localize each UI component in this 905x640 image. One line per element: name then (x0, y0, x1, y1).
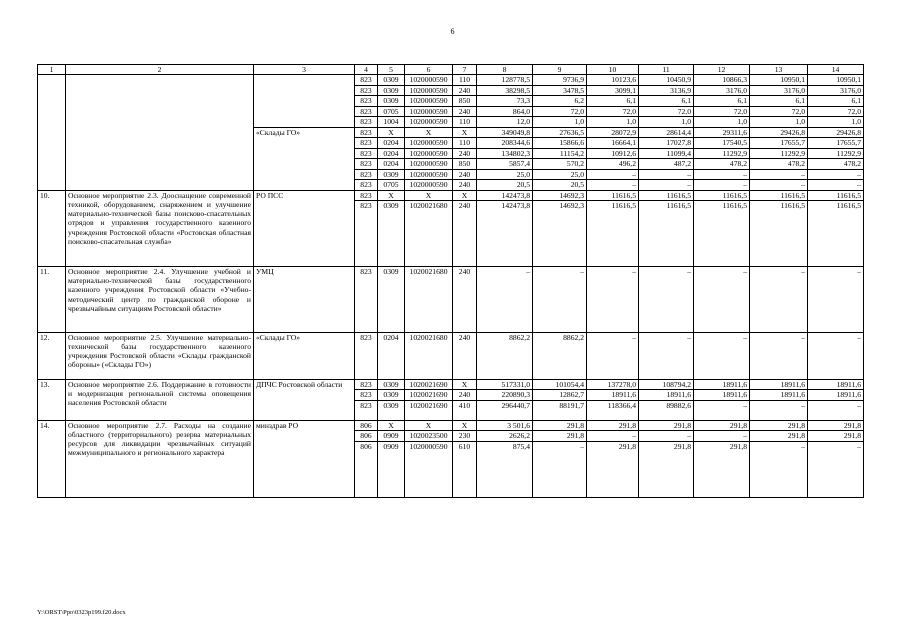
data-cell: 25,0 (533, 169, 587, 180)
column-number: 5 (378, 65, 405, 75)
table-row (38, 266, 864, 332)
data-cell: 823 (355, 266, 378, 332)
data-cell: 17655,7 (808, 138, 864, 149)
measure-description: Основное мероприятие 2.4. Улучшение учебной и материально-технической базы государственного казенного учреждения Ростовской области «Учебно-методический центр по гражданской обороне и чрезвычайным ситуациям Ростовской области» (66, 266, 254, 332)
data-cell: 110 (453, 75, 477, 86)
data-cell: 1020021680 (405, 266, 453, 332)
data-cell: 6,1 (808, 96, 864, 107)
data-cell: – (477, 266, 533, 332)
data-cell: – (808, 169, 864, 180)
data-cell: 220890,3 (477, 390, 533, 401)
footer-file-path: Y:\ORST\Ppo\0323p199.f20.docx (37, 609, 126, 616)
data-cell: 240 (453, 148, 477, 159)
data-cell: 1020000590 (405, 441, 453, 498)
measure-description: Основное мероприятие 2.7. Расходы на создание областного (территориального) резерва материальных ресурсов для ликвидации чрезвычайных ситуаций межмуниципального и регионального характера (66, 420, 254, 498)
column-number: 10 (587, 65, 639, 75)
data-cell: 137278,0 (587, 379, 639, 390)
data-cell: 20,5 (477, 180, 533, 191)
data-cell: 823 (355, 169, 378, 180)
data-cell: – (587, 180, 639, 191)
data-cell: 28072,9 (587, 127, 639, 138)
column-number: 1 (38, 65, 66, 75)
row-number: 11. (38, 266, 66, 332)
data-cell: 89882,6 (639, 400, 694, 420)
data-cell: 0309 (378, 266, 405, 332)
data-cell: 291,8 (533, 420, 587, 431)
data-cell: 18911,6 (750, 390, 808, 401)
column-numbers-row (38, 65, 864, 75)
data-cell: – (750, 441, 808, 498)
data-cell: 20,5 (533, 180, 587, 191)
data-cell: 823 (355, 201, 378, 267)
data-cell: 240 (453, 332, 477, 379)
data-cell: – (750, 180, 808, 191)
data-cell: 11616,5 (808, 190, 864, 201)
data-cell: 806 (355, 431, 378, 442)
data-cell: 3136,9 (639, 85, 694, 96)
data-cell: – (808, 266, 864, 332)
data-cell: 142473,8 (477, 201, 533, 267)
data-cell: 18911,6 (750, 379, 808, 390)
data-cell: 0309 (378, 379, 405, 390)
data-cell: 118366,4 (587, 400, 639, 420)
data-cell: – (694, 180, 750, 191)
data-cell: 10950,1 (750, 75, 808, 86)
data-cell: 88191,7 (533, 400, 587, 420)
data-cell: – (694, 400, 750, 420)
data-cell: 1020000590 (405, 75, 453, 86)
data-cell: 0705 (378, 106, 405, 117)
data-cell: 1020000590 (405, 148, 453, 159)
data-cell: X (405, 190, 453, 201)
data-cell: – (587, 332, 639, 379)
data-cell: 291,8 (533, 431, 587, 442)
data-cell: 12862,7 (533, 390, 587, 401)
data-cell: 18911,6 (639, 390, 694, 401)
data-cell: 1020021680 (405, 332, 453, 379)
data-cell: 875,4 (477, 441, 533, 498)
data-cell: 3176,0 (750, 85, 808, 96)
data-cell: X (453, 379, 477, 390)
data-cell: X (378, 190, 405, 201)
data-cell: 10123,6 (587, 75, 639, 86)
data-cell: 17540,5 (694, 138, 750, 149)
data-cell: 11292,9 (694, 148, 750, 159)
data-cell: – (808, 400, 864, 420)
data-cell: 18911,6 (808, 379, 864, 390)
data-cell: 823 (355, 190, 378, 201)
data-cell: 11616,5 (587, 190, 639, 201)
data-cell: 823 (355, 96, 378, 107)
data-cell: 11616,5 (750, 190, 808, 201)
data-cell: – (587, 169, 639, 180)
data-cell: 29311,6 (694, 127, 750, 138)
data-cell: 108794,2 (639, 379, 694, 390)
data-cell: 1,0 (533, 117, 587, 128)
measure-description (66, 75, 254, 191)
data-cell: 0204 (378, 138, 405, 149)
data-cell: 142473,8 (477, 190, 533, 201)
data-cell: 349049,8 (477, 127, 533, 138)
data-cell: 1020000590 (405, 117, 453, 128)
data-cell: 110 (453, 117, 477, 128)
data-cell: – (639, 332, 694, 379)
data-cell: 72,0 (750, 106, 808, 117)
data-cell: 3176,0 (694, 85, 750, 96)
data-cell: 1020000590 (405, 169, 453, 180)
data-cell: 16664,1 (587, 138, 639, 149)
data-cell: 823 (355, 400, 378, 420)
data-cell: 38298,5 (477, 85, 533, 96)
executor: УМЦ (254, 266, 355, 332)
data-cell: 10950,1 (808, 75, 864, 86)
data-cell: 11099,4 (639, 148, 694, 159)
data-cell: – (533, 441, 587, 498)
data-cell: 496,2 (587, 159, 639, 170)
data-cell: 0309 (378, 169, 405, 180)
row-number: 13. (38, 379, 66, 420)
data-cell: 1,0 (694, 117, 750, 128)
data-cell: 0204 (378, 159, 405, 170)
data-cell: 487,2 (639, 159, 694, 170)
data-cell: 823 (355, 75, 378, 86)
data-cell: 10912,6 (587, 148, 639, 159)
data-cell: 2626,2 (477, 431, 533, 442)
table-row (38, 332, 864, 379)
data-cell: 517331,0 (477, 379, 533, 390)
row-number: 12. (38, 332, 66, 379)
row-number (38, 75, 66, 191)
data-cell: – (533, 266, 587, 332)
data-cell: 240 (453, 201, 477, 267)
data-cell: 10866,3 (694, 75, 750, 86)
budget-table (37, 64, 864, 498)
data-cell: 823 (355, 85, 378, 96)
data-cell: 823 (355, 180, 378, 191)
data-cell: 11616,5 (587, 201, 639, 267)
data-cell: – (694, 169, 750, 180)
data-cell: 806 (355, 420, 378, 431)
data-cell: – (808, 332, 864, 379)
table-row (38, 420, 864, 431)
data-cell: 17655,7 (750, 138, 808, 149)
table-row (38, 190, 864, 201)
data-cell: 3176,0 (808, 85, 864, 96)
executor (254, 75, 355, 128)
data-cell: 110 (453, 138, 477, 149)
data-cell: 296440,7 (477, 400, 533, 420)
data-cell: 478,2 (750, 159, 808, 170)
data-cell: – (639, 169, 694, 180)
data-cell: 18911,6 (694, 379, 750, 390)
data-cell: – (587, 266, 639, 332)
column-number: 12 (694, 65, 750, 75)
data-cell: 291,8 (808, 420, 864, 431)
data-cell: 0705 (378, 180, 405, 191)
data-cell: 0309 (378, 96, 405, 107)
data-cell: X (378, 127, 405, 138)
data-cell: 410 (453, 400, 477, 420)
data-cell: 10450,9 (639, 75, 694, 86)
column-number: 2 (66, 65, 254, 75)
column-number: 13 (750, 65, 808, 75)
row-number: 10. (38, 190, 66, 266)
data-cell: 230 (453, 431, 477, 442)
data-cell: X (453, 420, 477, 431)
row-number: 14. (38, 420, 66, 498)
data-cell: 478,2 (694, 159, 750, 170)
column-number: 7 (453, 65, 477, 75)
data-cell: 240 (453, 390, 477, 401)
data-cell: 823 (355, 148, 378, 159)
data-cell: 823 (355, 159, 378, 170)
data-cell: 823 (355, 127, 378, 138)
data-cell: 291,8 (750, 431, 808, 442)
data-cell: 0309 (378, 75, 405, 86)
data-cell: 11292,9 (808, 148, 864, 159)
executor: «Склады ГО» (254, 332, 355, 379)
executor: минздрав РО (254, 420, 355, 498)
data-cell: 29426,8 (750, 127, 808, 138)
data-cell: X (405, 127, 453, 138)
data-cell: X (378, 420, 405, 431)
data-cell: 1020000590 (405, 85, 453, 96)
column-number: 6 (405, 65, 453, 75)
data-cell: 291,8 (694, 420, 750, 431)
data-cell: 72,0 (808, 106, 864, 117)
data-cell: 3099,1 (587, 85, 639, 96)
table-row (38, 75, 864, 86)
data-cell: – (750, 169, 808, 180)
data-cell: 101054,4 (533, 379, 587, 390)
data-cell: 291,8 (639, 420, 694, 431)
page-number: 6 (450, 27, 455, 36)
data-cell: 570,2 (533, 159, 587, 170)
data-cell: 1004 (378, 117, 405, 128)
data-cell: 6,1 (639, 96, 694, 107)
data-cell: 291,8 (639, 441, 694, 498)
measure-description: Основное мероприятие 2.6. Поддержание в готовности и модернизация региональной системы оповещения населения Ростовской области (66, 379, 254, 420)
data-cell: – (639, 266, 694, 332)
measure-description: Основное мероприятие 2.3. Дооснащение современной техникой, оборудованием, снаряжением и улучшение материально-технической базы поисково-спасательных отрядов и управления государственного казенного учреждения Ростовской области «Ростовская областная поисково-спасательная служба» (66, 190, 254, 266)
data-cell: 11616,5 (694, 190, 750, 201)
data-cell: 240 (453, 85, 477, 96)
data-cell: 478,2 (808, 159, 864, 170)
data-cell: 29426,8 (808, 127, 864, 138)
data-cell: 1,0 (750, 117, 808, 128)
data-cell: 5857,4 (477, 159, 533, 170)
data-cell: 0309 (378, 390, 405, 401)
data-cell: X (453, 190, 477, 201)
data-cell: 1020021690 (405, 390, 453, 401)
data-cell: 11616,5 (639, 201, 694, 267)
data-cell: 1,0 (639, 117, 694, 128)
data-cell: 6,1 (694, 96, 750, 107)
data-cell: 14692,3 (533, 201, 587, 267)
table-row (38, 379, 864, 390)
data-cell: 0909 (378, 441, 405, 498)
column-number: 11 (639, 65, 694, 75)
data-cell: 823 (355, 332, 378, 379)
data-cell: X (453, 127, 477, 138)
data-cell: – (694, 431, 750, 442)
data-cell: 1,0 (587, 117, 639, 128)
measure-description: Основное мероприятие 2.5. Улучшение материально-технической базы государственного казенного учреждения Ростовской области «Склады гражданской обороны» («Склады ГО») (66, 332, 254, 379)
data-cell: 12,0 (477, 117, 533, 128)
data-cell: 291,8 (587, 441, 639, 498)
data-cell: 6,1 (750, 96, 808, 107)
data-cell: 11616,5 (808, 201, 864, 267)
data-cell: 134802,3 (477, 148, 533, 159)
data-cell: 850 (453, 159, 477, 170)
data-cell: 11154,2 (533, 148, 587, 159)
data-cell: 11292,9 (750, 148, 808, 159)
data-cell: 291,8 (587, 420, 639, 431)
data-cell: 240 (453, 169, 477, 180)
data-cell: 11616,5 (694, 201, 750, 267)
data-cell: 15866,6 (533, 138, 587, 149)
data-cell: 28614,4 (639, 127, 694, 138)
data-cell: 240 (453, 106, 477, 117)
data-cell: 1020021690 (405, 379, 453, 390)
data-cell: 0309 (378, 400, 405, 420)
data-cell: 73,3 (477, 96, 533, 107)
data-cell: 14692,3 (533, 190, 587, 201)
data-cell: 208344,6 (477, 138, 533, 149)
data-cell: 291,8 (694, 441, 750, 498)
data-cell: 18911,6 (808, 390, 864, 401)
data-cell: 1020021680 (405, 201, 453, 267)
data-cell: 72,0 (694, 106, 750, 117)
data-cell: 823 (355, 117, 378, 128)
data-cell: 1020000590 (405, 96, 453, 107)
data-cell: 8862,2 (477, 332, 533, 379)
data-cell: 1,0 (808, 117, 864, 128)
data-cell: – (750, 266, 808, 332)
data-cell: – (639, 180, 694, 191)
data-cell: 864,0 (477, 106, 533, 117)
data-cell: 1020000590 (405, 180, 453, 191)
data-cell: 8862,2 (533, 332, 587, 379)
data-cell: 72,0 (587, 106, 639, 117)
data-cell: 806 (355, 441, 378, 498)
data-cell: 0309 (378, 201, 405, 267)
data-cell: 11616,5 (639, 190, 694, 201)
data-cell: 0204 (378, 332, 405, 379)
data-cell: 9736,9 (533, 75, 587, 86)
data-cell: – (639, 431, 694, 442)
data-cell: 823 (355, 138, 378, 149)
data-cell: 3478,5 (533, 85, 587, 96)
data-cell: 850 (453, 96, 477, 107)
data-cell: 1020021690 (405, 400, 453, 420)
column-number: 3 (254, 65, 355, 75)
data-cell: – (587, 431, 639, 442)
data-cell: 823 (355, 390, 378, 401)
data-cell: 27636,5 (533, 127, 587, 138)
column-number: 9 (533, 65, 587, 75)
data-cell: – (750, 400, 808, 420)
data-cell: 823 (355, 379, 378, 390)
data-cell: 610 (453, 441, 477, 498)
data-cell: – (808, 180, 864, 191)
data-cell: 1020000590 (405, 159, 453, 170)
data-cell: 823 (355, 106, 378, 117)
executor: РО ПСС (254, 190, 355, 266)
executor: «Склады ГО» (254, 127, 355, 190)
data-cell: 6,1 (587, 96, 639, 107)
data-cell: 1020023500 (405, 431, 453, 442)
data-cell: X (405, 420, 453, 431)
data-cell: 0204 (378, 148, 405, 159)
data-cell: 240 (453, 266, 477, 332)
column-number: 4 (355, 65, 378, 75)
data-cell: 128778,5 (477, 75, 533, 86)
data-cell: 1020000590 (405, 138, 453, 149)
data-cell: 291,8 (750, 420, 808, 431)
data-cell: 11616,5 (750, 201, 808, 267)
data-cell: 3 501,6 (477, 420, 533, 431)
column-number: 8 (477, 65, 533, 75)
column-number: 14 (808, 65, 864, 75)
data-cell: 6,2 (533, 96, 587, 107)
data-cell: – (750, 332, 808, 379)
data-cell: 0909 (378, 431, 405, 442)
data-cell: 18911,6 (694, 390, 750, 401)
data-cell: – (694, 266, 750, 332)
data-cell: 17027,8 (639, 138, 694, 149)
data-cell: 25,0 (477, 169, 533, 180)
data-cell: 18911,6 (587, 390, 639, 401)
data-cell: 240 (453, 180, 477, 191)
data-cell: 1020000590 (405, 106, 453, 117)
data-cell: 72,0 (533, 106, 587, 117)
executor: ДПЧС Ростовской области (254, 379, 355, 420)
data-cell: – (808, 441, 864, 498)
data-cell: 72,0 (639, 106, 694, 117)
data-cell: 0309 (378, 85, 405, 96)
data-cell: 291,8 (808, 431, 864, 442)
data-cell: – (694, 332, 750, 379)
